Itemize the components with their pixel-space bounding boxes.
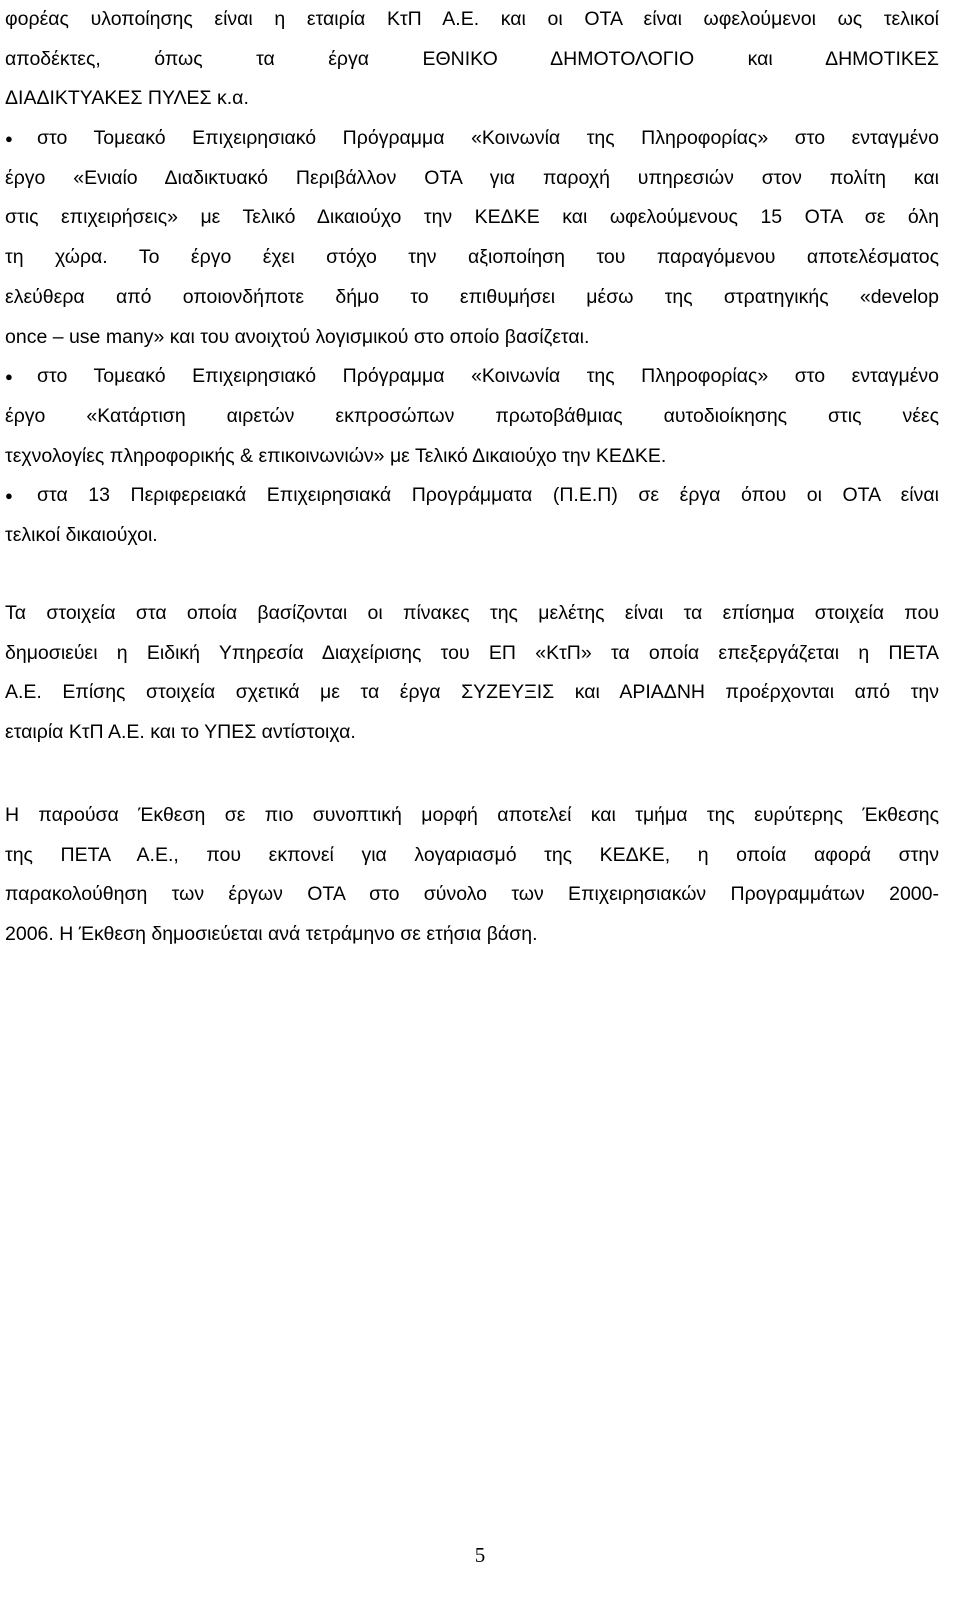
bullet-icon: ●: [5, 369, 13, 385]
bullet-text-2: [5, 357, 939, 476]
sources-line-3: Α.Ε. Επίσης στοιχεία σχετικά με τα έργα ΣΥΖΕΥΞΙΣ και ΑΡΙΑΔΝΗ προέρχονται από την: [5, 681, 939, 704]
bullet-1-line-6: once – use many» και του ανοιχτού λογισμικού στο οποίο βασίζεται.: [5, 325, 590, 348]
report-line-2: της ΠΕΤΑ Α.Ε., που εκπονεί για λογαριασμό της ΚΕΔΚΕ, η οποία αφορά στην: [5, 843, 939, 866]
page-number: 5: [474, 1543, 486, 1567]
bullet-item-1: [0, 119, 960, 357]
bullet-1-line-3: στις επιχειρήσεις» με Τελικό Δικαιούχο την ΚΕΔΚΕ και ωφελούμενους 15 ΟΤΑ σε όλη: [5, 206, 939, 229]
report-paragraph: [5, 796, 939, 955]
sources-paragraph: [5, 594, 939, 753]
intro-paragraph: [5, 0, 939, 119]
intro-line-2: αποδέκτες, όπως τα έργα ΕΘΝΙΚΟ ΔΗΜΟΤΟΛΟΓΙΟ και ΔΗΜΟΤΙΚΕΣ: [5, 47, 939, 70]
bullet-3-line-2: τελικοί δικαιούχοι.: [5, 524, 158, 547]
bullet-icon: ●: [5, 488, 13, 504]
report-line-3: παρακολούθηση των έργων ΟΤΑ στο σύνολο των Επιχειρησιακών Προγραμμάτων 2000-: [5, 883, 939, 906]
intro-line-1: φορέας υλοποίησης είναι η εταιρία ΚτΠ Α.Ε. και οι ΟΤΑ είναι ωφελούμενοι ως τελικοί: [5, 8, 939, 30]
bullet-1-line-2: έργο «Ενιαίο Διαδικτυακό Περιβάλλον ΟΤΑ για παροχή υπηρεσιών στον πολίτη και: [5, 166, 939, 189]
bullet-list: [0, 119, 960, 556]
sources-line-4: εταιρία ΚτΠ Α.Ε. και το ΥΠΕΣ αντίστοιχα.: [5, 721, 356, 744]
bullet-item-3: [0, 476, 960, 555]
intro-line-3: ΔΙΑΔΙΚΤΥΑΚΕΣ ΠΥΛΕΣ κ.α.: [5, 87, 249, 110]
bullet-3-line-1: στα 13 Περιφερειακά Επιχειρησιακά Προγράμματα (Π.Ε.Π) σε έργα όπου οι ΟΤΑ είναι: [37, 484, 939, 507]
bullet-2-line-3: τεχνολογίες πληροφορικής & επικοινωνιών» με Τελικό Δικαιούχο την ΚΕΔΚΕ.: [5, 444, 667, 467]
bullet-1-line-5: ελεύθερα από οποιονδήποτε δήμο το επιθυμήσει μέσω της στρατηγικής «develop: [5, 285, 939, 308]
bullet-text-3: [5, 476, 939, 555]
bullet-item-2: [0, 357, 960, 476]
sources-line-2: δημοσιεύει η Ειδική Υπηρεσία Διαχείρισης του ΕΠ «ΚτΠ» τα οποία επεξεργάζεται η ΠΕΤΑ: [5, 641, 939, 664]
bullet-2-line-2: έργο «Κατάρτιση αιρετών εκπροσώπων πρωτοβάθμιας αυτοδιοίκησης στις νέες: [5, 404, 939, 427]
report-line-1: Η παρούσα Έκθεση σε πιο συνοπτική μορφή αποτελεί και τμήμα της ευρύτερης Έκθεσης: [5, 804, 939, 826]
bullet-1-line-1: στο Τομεακό Επιχειρησιακό Πρόγραμμα «Κοινωνία της Πληροφορίας» στο ενταγμένο: [37, 127, 939, 149]
bullet-text-1: [5, 119, 939, 357]
bullet-2-line-1: στο Τομεακό Επιχειρησιακό Πρόγραμμα «Κοινωνία της Πληροφορίας» στο ενταγμένο: [37, 365, 939, 388]
sources-line-1: Τα στοιχεία στα οποία βασίζονται οι πίνακες της μελέτης είναι τα επίσημα στοιχεία που: [5, 602, 939, 624]
bullet-icon: ●: [5, 131, 13, 146]
report-line-4: 2006. Η Έκθεση δημοσιεύεται ανά τετράμηνο σε ετήσια βάση.: [5, 923, 538, 946]
bullet-1-line-4: τη χώρα. Το έργο έχει στόχο την αξιοποίηση του παραγόμενου αποτελέσματος: [5, 246, 939, 269]
